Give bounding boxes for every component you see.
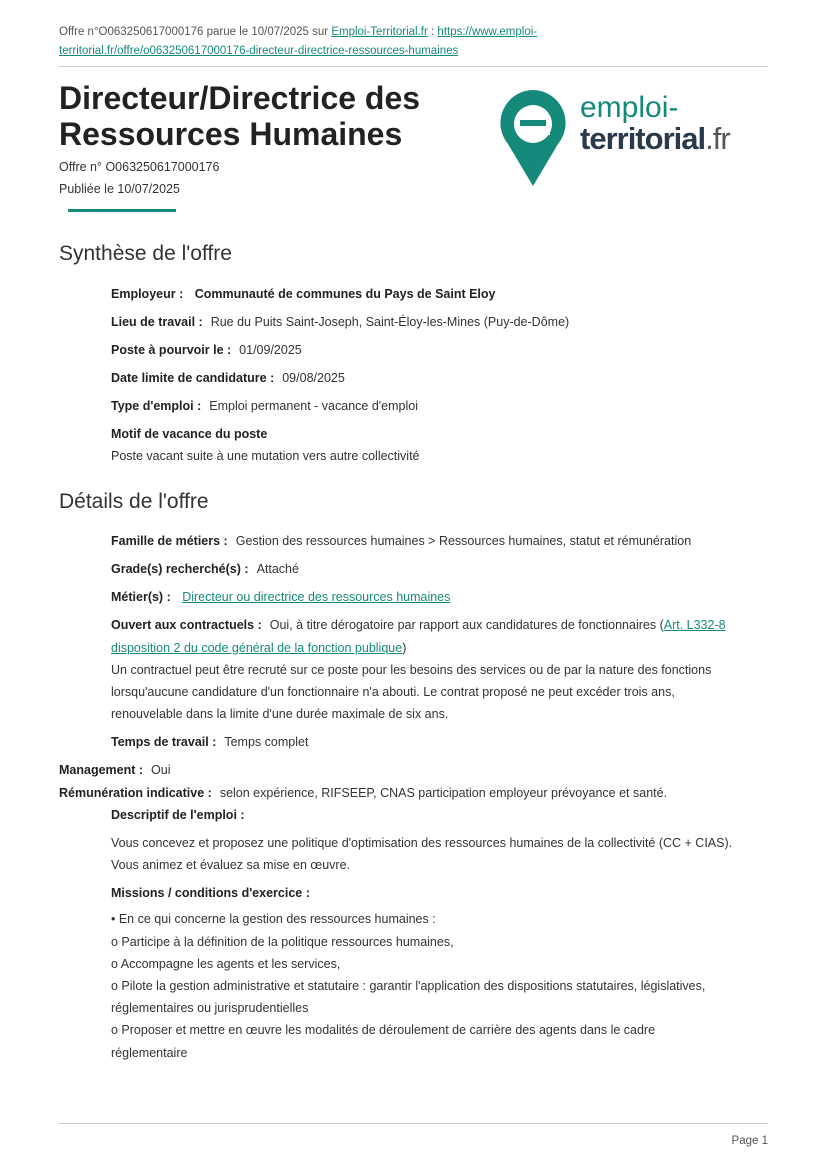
divider	[59, 66, 768, 67]
row-temps: Temps de travail : Temps complet	[111, 735, 309, 749]
descriptif-label: Descriptif de l'emploi :	[111, 808, 245, 822]
source-line: Offre n°O063250617000176 parue le 10/07/2025 sur Emploi-Territorial.fr : https://www.emploi-	[59, 26, 538, 38]
row-management: Management : Oui	[59, 763, 171, 777]
missions-line: o Proposer et mettre en œuvre les modalités de déroulement de carrière des agents dans le cadre	[111, 1023, 656, 1037]
section-heading-synthese: Synthèse de l'offre	[59, 242, 232, 265]
descriptif-text: Vous concevez et proposez une politique d'optimisation des ressources humaines de la collectivité (CC + CIAS).	[111, 836, 733, 850]
row-remuneration: Rémunération indicative : selon expérience, RIFSEEP, CNAS participation employeur prévoyance et santé.	[59, 786, 668, 800]
row-type: Type d'emploi : Emploi permanent - vacance d'emploi	[111, 399, 418, 413]
missions-line: o Pilote la gestion administrative et statutaire : garantir l'application des dispositions statutaires, législatives,	[111, 979, 706, 993]
row-famille: Famille de métiers : Gestion des ressources humaines > Ressources humaines, statut et rémunération	[111, 534, 692, 548]
row-grade: Grade(s) recherché(s) : Attaché	[111, 562, 299, 576]
row-metier: Métier(s) : Directeur ou directrice des ressources humaines	[111, 590, 451, 604]
row-lieu: Lieu de travail : Rue du Puits Saint-Joseph, Saint-Éloy-les-Mines (Puy-de-Dôme)	[111, 315, 570, 329]
row-date-limite: Date limite de candidature : 09/08/2025	[111, 371, 345, 385]
missions-line: o Accompagne les agents et les services,	[111, 957, 341, 971]
offer-number: Offre n° O063250617000176	[59, 160, 220, 174]
law-link-1[interactable]: Art. L332-8	[663, 618, 726, 632]
page-title: Directeur/Directrice des Ressources Humaines	[59, 80, 421, 152]
missions-line: o Participe à la définition de la politique ressources humaines,	[111, 935, 454, 949]
accent-bar	[68, 209, 176, 212]
missions-line: • En ce qui concerne la gestion des ressources humaines :	[111, 912, 436, 926]
law-link-2[interactable]: disposition 2 du code général de la fonction publique	[111, 641, 403, 655]
site-link[interactable]: Emploi-Territorial.fr	[331, 26, 428, 38]
row-employeur: Employeur : Communauté de communes du Pays de Saint Eloy	[111, 287, 496, 301]
section-heading-details: Détails de l'offre	[59, 490, 209, 513]
missions-line: réglementaire	[111, 1046, 188, 1060]
page-number: Page 1	[731, 1135, 768, 1147]
published-date: Publiée le 10/07/2025	[59, 182, 180, 196]
descriptif-text: Vous animez et évaluez sa mise en œuvre.	[111, 858, 351, 872]
missions-line: réglementaires ou jurisprudentielles	[111, 1001, 309, 1015]
contract-text: Un contractuel peut être recruté sur ce poste pour les besoins des services ou de par la nature des fonctions	[111, 663, 712, 677]
contract-text: lorsqu'aucune candidature d'un fonctionnaire n'a abouti. Le contrat proposé ne peut excéder trois ans,	[111, 685, 675, 699]
logo: emploi- territorial.fr	[498, 88, 768, 188]
contract-text: renouvelable dans la limite d'une durée maximale de six ans.	[111, 707, 449, 721]
metier-link[interactable]: Directeur ou directrice des ressources humaines	[182, 590, 451, 604]
footer-divider	[59, 1123, 768, 1124]
missions-label: Missions / conditions d'exercice :	[111, 886, 310, 900]
offer-url-link-2[interactable]: territorial.fr/offre/o063250617000176-directeur-directrice-ressources-humaines	[59, 45, 459, 57]
row-contractuels: Ouvert aux contractuels : Oui, à titre dérogatoire par rapport aux candidatures de fonctionnaires (Art. L332-8	[111, 618, 726, 632]
row-poste: Poste à pourvoir le : 01/09/2025	[111, 343, 302, 357]
motif-label: Motif de vacance du poste	[111, 427, 268, 441]
pin-e-icon	[498, 88, 568, 188]
motif-value: Poste vacant suite à une mutation vers autre collectivité	[111, 449, 420, 463]
document-page: Offre n°O063250617000176 parue le 10/07/2025 sur Emploi-Territorial.fr : https://www.emploi- territorial.fr/offre/o063250617000176-directeur-directrice-ressources-humaines Directeur/Directrice des Ressources Humaines Offre n° O063250617000176 Publiée le 10/07/2025 emploi- territorial.fr Synthèse de l'offre Employeur : Communauté de communes du Pays de Saint Eloy Lieu de travail : Rue du Puits Saint-Joseph, Saint-Éloy-les-Mines (Puy-de-Dôme) Poste à pourvoir le : 01/09/2025 Date limite de candidature : 09/08/2025 Type d'emploi : Emploi permanent - vacance d'emploi Motif de vacance du poste Poste vacant suite à une mutation vers autre collectivité Détails de l'offre Famille de métiers : Gestion des ressources humaines > Ressources humaines, statut et rémunération Grade(s) recherché(s) : Attaché Métier(s) : Directeur ou directrice des ressources humaines Ouvert aux contractuels : Oui, à titre dérogatoire par rapport aux candidatures de fonctionnaires (Art. L332-8 disposition 2 du code général de la fonction publique) Un contractuel peut être recruté sur ce poste pour les besoins des services ou de par la nature des fonctions lorsqu'aucune candidature d'un fonctionnaire n'a abouti. Le contrat proposé ne peut excéder trois ans, renouvelable dans la limite d'une durée maximale de six ans. Temps de travail : Temps complet Management : Oui Rémunération indicative : selon expérience, RIFSEEP, CNAS participation employeur prévoyance et santé. Descriptif de l'emploi : Vous concevez et proposez une politique d'optimisation des ressources humaines de la collectivité (CC + CIAS). Vous animez et évaluez sa mise en œuvre. Missions / conditions d'exercice : • En ce qui concerne la gestion des ressources humaines : o Participe à la définition de la politique ressources humaines, o Accompagne les agents et les services, o Pilote la gestion administrative et statutaire : garantir l'application des dispositions statutaires, législatives, réglementaires ou jurisprudentielles o Proposer et mettre en œuvre les modalités de déroulement de carrière des agents dans le cadre réglementaire Page 1	[0, 0, 827, 1169]
offer-url-link-1[interactable]: https://www.emploi-	[437, 26, 538, 38]
